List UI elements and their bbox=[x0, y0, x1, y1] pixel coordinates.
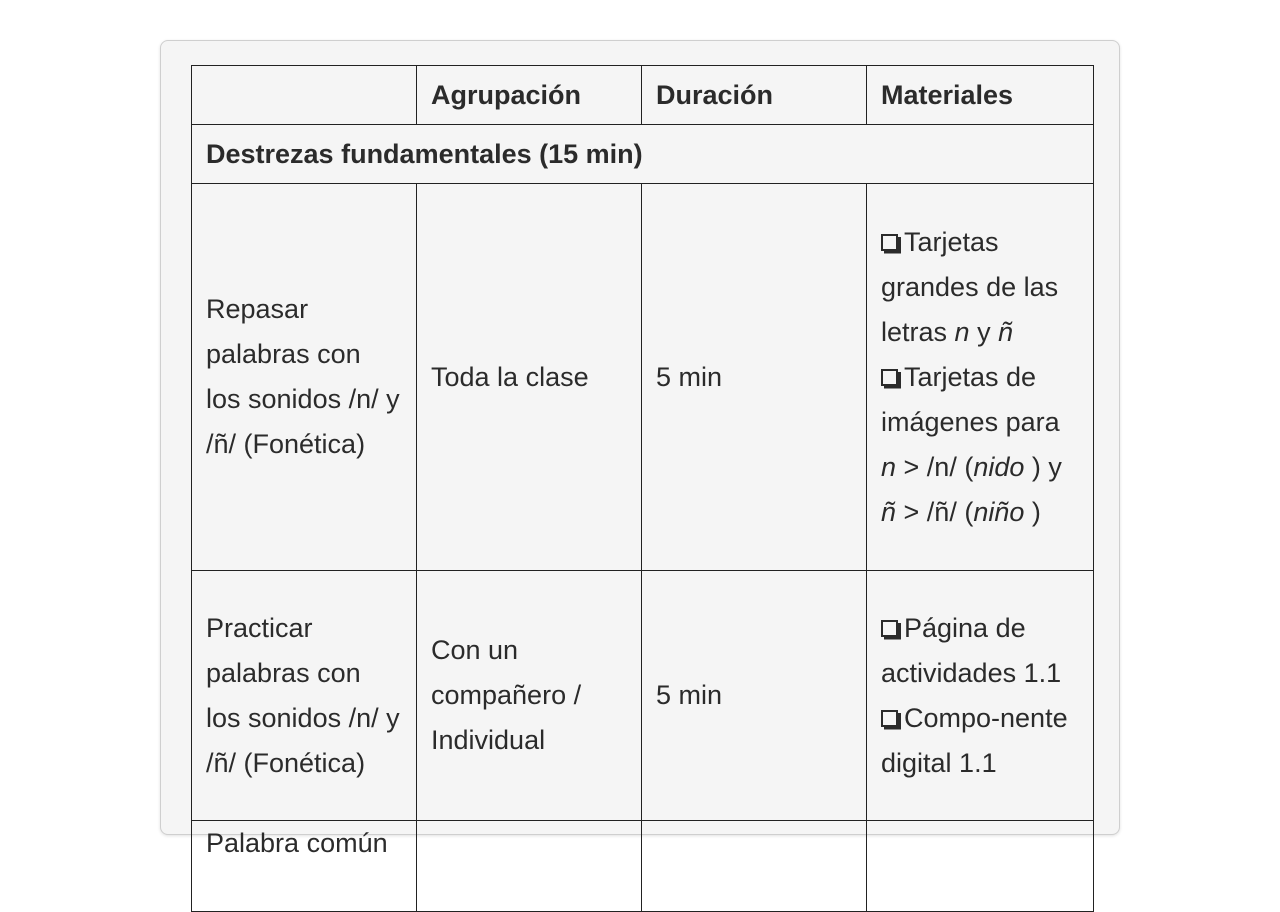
header-activity bbox=[192, 66, 417, 125]
material-item: Tarjetas de imágenes para n > /n/ (nido ) y ñ > /ñ/ (niño ) bbox=[881, 361, 1062, 527]
materials-cell bbox=[867, 821, 1094, 912]
checkbox-icon bbox=[881, 234, 898, 251]
duration-cell bbox=[642, 821, 867, 912]
table-row bbox=[192, 571, 1094, 821]
activity-cell: Repasar palabras con los sonidos /n/ y /ñ/ (Fonética) bbox=[192, 184, 417, 571]
grouping-cell: Toda la clase bbox=[417, 184, 642, 571]
checkbox-icon bbox=[881, 620, 898, 637]
duration-cell: 5 min bbox=[642, 184, 867, 571]
activity-cell: Practicar palabras con los sonidos /n/ y /ñ/ (Fonética) bbox=[192, 571, 417, 821]
header-duration: Duración bbox=[642, 66, 867, 125]
grouping-cell bbox=[417, 821, 642, 912]
checkbox-icon bbox=[881, 710, 898, 727]
section-row bbox=[192, 125, 1094, 184]
materials-cell bbox=[867, 184, 1094, 571]
materials-cell bbox=[867, 571, 1094, 821]
header-materials: Materiales bbox=[867, 66, 1094, 125]
duration-cell: 5 min bbox=[642, 571, 867, 821]
table-row bbox=[192, 821, 1094, 912]
checkbox-icon bbox=[881, 369, 898, 386]
header-grouping: Agrupación bbox=[417, 66, 642, 125]
table-row bbox=[192, 184, 1094, 571]
header-row bbox=[192, 66, 1094, 125]
activity-cell: Palabra común bbox=[192, 821, 417, 912]
grouping-cell: Con un compañero / Individual bbox=[417, 571, 642, 821]
material-item: Compo-nente digital 1.1 bbox=[881, 702, 1068, 778]
lesson-table bbox=[191, 65, 1094, 912]
material-item: Tarjetas grandes de las letras n y ñ bbox=[881, 226, 1059, 347]
material-item: Página de actividades 1.1 bbox=[881, 612, 1062, 688]
section-title: Destrezas fundamentales (15 min) bbox=[192, 125, 1094, 184]
lesson-card bbox=[160, 40, 1120, 858]
